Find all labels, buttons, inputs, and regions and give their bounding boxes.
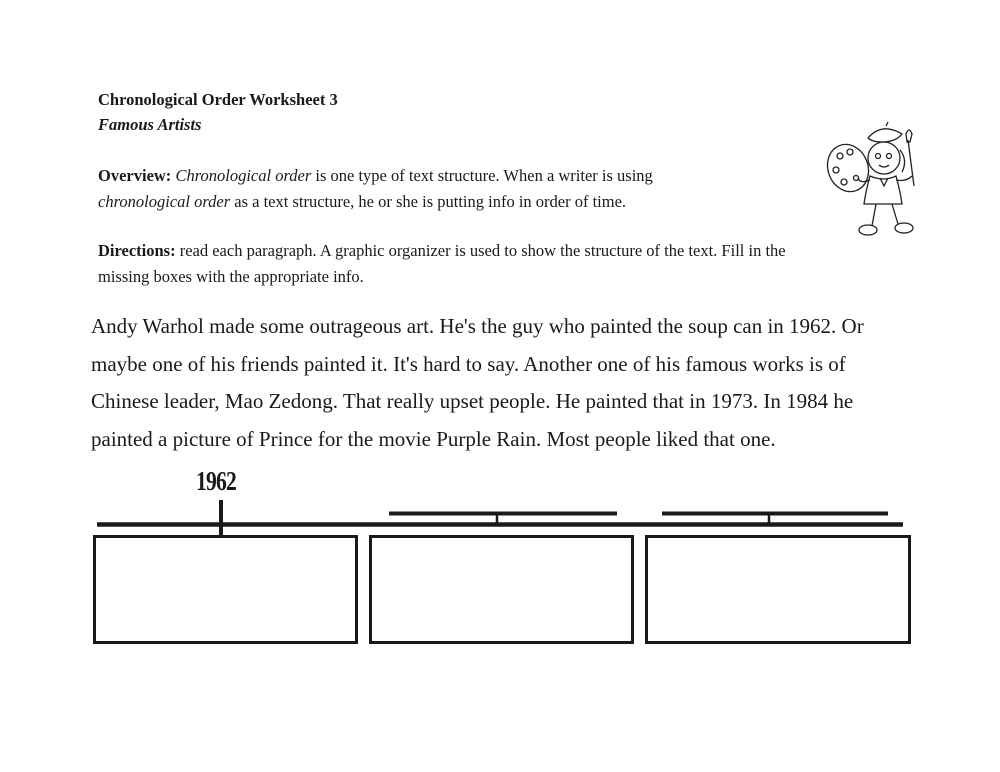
- overview-term-2: chronological order: [98, 192, 231, 211]
- story-line-1: Andy Warhol made some outrageous art. He's the guy who painted the soup can in 1962. Or: [91, 314, 864, 338]
- overview-term-1: Chronological order: [175, 166, 312, 185]
- overview-text-1: is one type of text structure. When a writer is using: [311, 166, 653, 185]
- story-line-2: maybe one of his friends painted it. It's hard to say. Another one of his famous works is of: [91, 351, 846, 376]
- overview-label: Overview:: [98, 166, 172, 185]
- story-line-3: Chinese leader, Mao Zedong. That really upset people. He painted that in 1973. In 1984 he: [91, 389, 854, 414]
- timeline-year-1-label: 1962: [196, 466, 236, 496]
- worksheet-title: Chronological Order Worksheet 3: [98, 90, 338, 109]
- story-line-4: painted a picture of Prince for the movie Purple Rain. Most people liked that one.: [91, 427, 776, 452]
- overview-text-2: as a text structure, he or she is putting info in order of time.: [230, 192, 627, 211]
- event-box-2[interactable]: [369, 535, 634, 644]
- worksheet-subtitle: Famous Artists: [98, 115, 202, 134]
- event-box-3[interactable]: [645, 535, 911, 644]
- directions-text: read each paragraph. A graphic organizer is used to show the structure of the text. Fill in the missing boxes with the appropriate info.: [98, 241, 786, 286]
- event-box-1[interactable]: [93, 535, 358, 644]
- directions-label: Directions:: [98, 241, 176, 260]
